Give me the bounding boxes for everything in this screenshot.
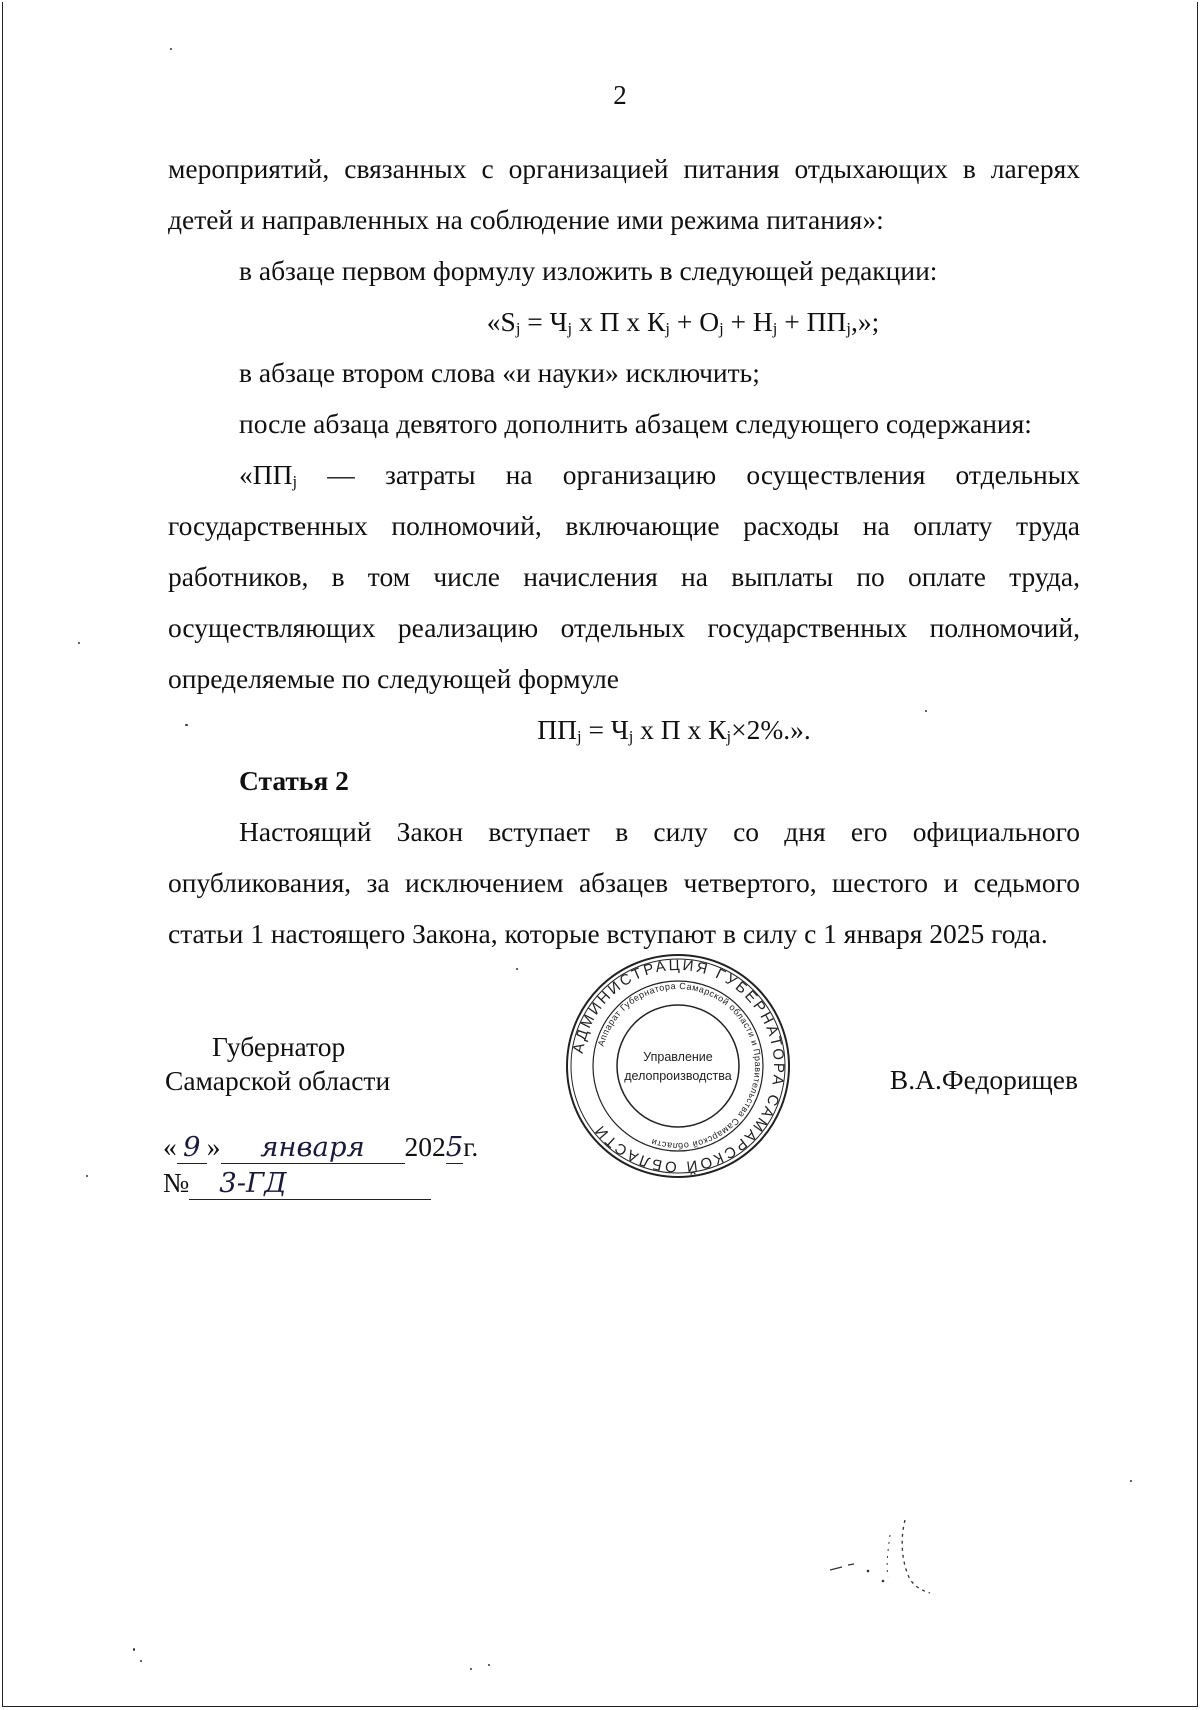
paragraph-formula-intro: в абзаце первом формулу изложить в следующей редакции: <box>239 255 938 286</box>
page-number: 2 <box>613 80 627 110</box>
law-number-value: 3-ГД <box>189 1167 431 1200</box>
svg-text:АДМИНИСТРАЦИЯ ГУБЕРНАТОРА САМА: АДМИНИСТРАЦИЯ ГУБЕРНАТОРА САМАРСКОЙ ОБЛАСТИ <box>569 956 788 1176</box>
scan-speck <box>78 642 80 644</box>
signatory-region: Самарской области <box>165 1065 391 1096</box>
signatory-title <box>165 1030 390 1098</box>
law-number: № 3-ГД <box>163 1167 431 1200</box>
svg-text:Управление: Управление <box>643 1050 713 1064</box>
official-seal <box>565 953 791 1179</box>
paragraph-add: после абзаца девятого дополнить абзацем следующего содержания: <box>239 408 1032 439</box>
date-month: января <box>221 1131 405 1164</box>
paragraph-pp-definition: «$ПП_j$ — затраты на организацию осуществления отдельных государственных полномочий, включающие расходы на оплату труда работников, в том числе начисления на выплаты по оплате труда, осуществляющих реализацию отдельных государственных полномочий, определяемые по следующей формуле <box>168 459 1080 694</box>
scan-speck <box>470 1668 472 1670</box>
scan-speck <box>516 968 518 970</box>
article-text: Настоящий Закон вступает в силу со дня его официального опубликования, за исключением абзацев четвертого, шестого и седьмого статьи 1 настоящего Закона, которые вступают в силу с 1 января 2025 года. <box>168 816 1080 949</box>
scan-speck <box>133 1648 135 1651</box>
formula-pp: $ПП_j = Ч_j$ х П х $К_j\times 2\%$.». <box>537 714 811 746</box>
scan-speck <box>1130 1480 1132 1482</box>
date-year-digit: 5 <box>445 1131 464 1163</box>
scan-speck <box>488 1664 490 1666</box>
scan-speck <box>185 724 188 726</box>
scan-speck <box>925 710 927 712</box>
article-heading: Статья 2 <box>239 765 349 796</box>
scan-speck <box>140 1660 142 1662</box>
pen-marks <box>820 1515 950 1595</box>
signing-date: « 9 » января 2025г. <box>163 1131 479 1163</box>
date-day: 9 <box>177 1131 207 1164</box>
signatory-name: В.А.Федорищев <box>889 1064 1078 1095</box>
scan-speck <box>170 48 172 50</box>
svg-text:Аппарат Губернатора Самарской: Аппарат Губернатора Самарской области и Правительства Самарской области <box>595 980 764 1152</box>
svg-text:делопроизводства: делопроизводства <box>624 1069 732 1083</box>
paragraph-continuation: мероприятий, связанных с организацией питания отдыхающих в лагерях детей и направленных на соблюдение ими режима питания»: <box>168 153 1080 235</box>
scan-speck <box>86 1175 88 1177</box>
document-body <box>168 143 1080 959</box>
paragraph-exclude: в абзаце втором слова «и науки» исключить; <box>239 357 760 388</box>
formula-s: «$S_j = Ч_j$ х П х $К_j + О_j + Н_j + ПП_j$,»; <box>486 306 880 338</box>
signatory-position: Губернатор <box>212 1031 346 1062</box>
